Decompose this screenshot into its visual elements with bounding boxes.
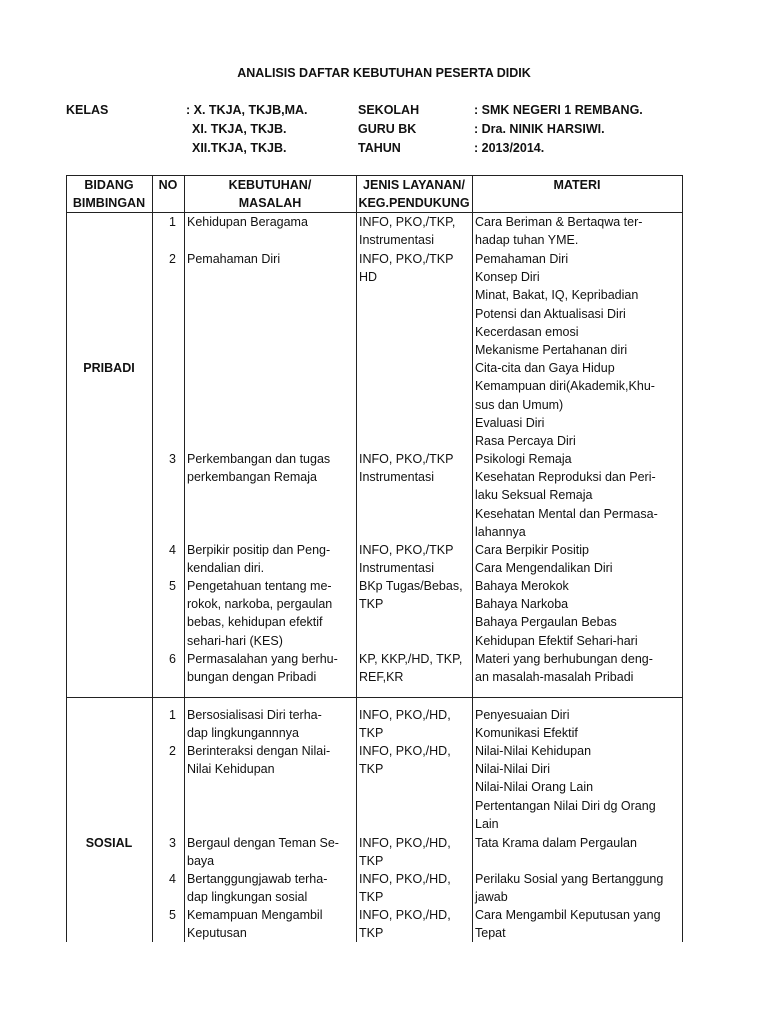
kebutuhan-cell-line: Keputusan: [187, 926, 247, 941]
kelas-value-1: : X. TKJA, TKJB,MA.: [186, 103, 308, 117]
materi-cell-line: sus dan Umum): [475, 397, 564, 412]
materi-cell: [475, 250, 681, 450]
jenis-cell: [359, 706, 471, 742]
tahun-value: : 2013/2014.: [474, 141, 545, 155]
materi-cell-line: Mekanisme Pertahanan diri: [475, 343, 628, 358]
materi-cell-line: Penyesuaian Diri: [475, 708, 570, 722]
materi-cell-line: Potensi dan Aktualisasi Diri: [475, 306, 626, 321]
guru-label: GURU BK: [358, 122, 417, 136]
materi-cell-line: Kesehatan Reproduksi dan Peri-: [475, 470, 656, 485]
materi-cell-line: Perilaku Sosial yang Bertanggung: [475, 872, 664, 886]
materi-cell-line: Cara Beriman & Bertaqwa ter-: [475, 215, 643, 229]
materi-cell-line: Lain: [475, 816, 499, 831]
materi-cell-line: Kemampuan diri(Akademik,Khu-: [475, 379, 655, 394]
kebutuhan-cell-line: baya: [187, 854, 215, 869]
materi-cell: [475, 213, 681, 249]
column-rule: [66, 175, 67, 942]
kebutuhan-cell: [187, 577, 355, 650]
header-materi-line: MATERI: [553, 178, 601, 192]
document-title: ANALISIS DAFTAR KEBUTUHAN PESERTA DIDIK: [237, 66, 531, 80]
jenis-cell-line: TKP: [359, 762, 384, 777]
kebutuhan-cell: [187, 213, 355, 231]
kebutuhan-cell: [187, 450, 355, 486]
materi-cell-line: Cita-cita dan Gaya Hidup: [475, 361, 615, 376]
materi-cell: [475, 541, 681, 577]
kebutuhan-cell: [187, 742, 355, 778]
jenis-cell: [359, 650, 471, 686]
header-jenis: [356, 176, 472, 212]
materi-cell-line: Rasa Percaya Diri: [475, 434, 576, 449]
jenis-cell-line: TKP: [359, 890, 384, 905]
materi-cell: [475, 577, 681, 650]
header-kebutuhan-line: MASALAH: [238, 196, 302, 211]
materi-cell: [475, 742, 681, 833]
jenis-cell-line: REF,KR: [359, 670, 404, 685]
jenis-cell-line: Instrumentasi: [359, 470, 435, 485]
jenis-cell-line: INFO, PKO,/HD,: [359, 708, 451, 722]
materi-cell-line: Pemahaman Diri: [475, 252, 569, 266]
header-no: [152, 176, 184, 194]
column-rule: [356, 175, 357, 942]
materi-cell: [475, 834, 681, 852]
kelas-label: KELAS: [66, 103, 109, 117]
section-name-line: SOSIAL: [85, 836, 133, 850]
materi-cell-line: Nilai-Nilai Diri: [475, 762, 550, 777]
materi-cell-line: Psikologi Remaja: [475, 452, 572, 466]
row-number: 1: [169, 215, 176, 229]
jenis-cell-line: Instrumentasi: [359, 561, 435, 576]
kebutuhan-cell-line: bungan dengan Pribadi: [187, 670, 317, 685]
materi-cell-line: an masalah-masalah Pribadi: [475, 670, 634, 685]
column-rule: [184, 175, 185, 942]
materi-cell-line: Nilai-Nilai Kehidupan: [475, 744, 592, 758]
materi-cell-line: Minat, Bakat, IQ, Kepribadian: [475, 288, 639, 303]
row-number: 3: [169, 452, 176, 466]
materi-cell: [475, 706, 681, 742]
sekolah-label: SEKOLAH: [358, 103, 420, 117]
kebutuhan-cell-line: dap lingkungan sosial: [187, 890, 308, 905]
materi-cell-line: Cara Mengendalikan Diri: [475, 561, 613, 576]
row-number: 4: [169, 543, 176, 557]
materi-cell: [475, 870, 681, 906]
jenis-cell-line: INFO, PKO,/TKP,: [359, 215, 456, 229]
materi-cell: [475, 650, 681, 686]
kebutuhan-cell-line: Bergaul dengan Teman Se-: [187, 836, 339, 850]
row-number: 5: [169, 579, 176, 593]
materi-cell: [475, 450, 681, 541]
row-number: 2: [169, 252, 176, 266]
jenis-cell-line: TKP: [359, 926, 384, 941]
materi-cell-line: Cara Mengambil Keputusan yang: [475, 908, 661, 922]
sekolah-value: : SMK NEGERI 1 REMBANG.: [474, 103, 643, 117]
kebutuhan-cell-line: Permasalahan yang berhu-: [187, 652, 338, 666]
materi-cell-line: Materi yang berhubungan deng-: [475, 652, 653, 666]
materi-cell-line: jawab: [475, 890, 508, 905]
row-number: 4: [169, 872, 176, 886]
jenis-cell-line: TKP: [359, 597, 384, 612]
jenis-cell-line: INFO, PKO,/TKP: [359, 543, 454, 557]
materi-cell-line: laku Seksual Remaja: [475, 488, 593, 503]
row-number: 1: [169, 708, 176, 722]
header-jenis-line: KEG.PENDUKUNG: [358, 196, 470, 211]
header-kebutuhan-line: KEBUTUHAN/: [228, 178, 312, 192]
header-no-line: NO: [158, 178, 178, 192]
materi-cell-line: Bahaya Pergaulan Bebas: [475, 615, 617, 630]
materi-cell-line: Komunikasi Efektif: [475, 726, 578, 741]
jenis-cell: [359, 834, 471, 870]
jenis-cell: [359, 450, 471, 486]
kebutuhan-cell: [187, 870, 355, 906]
section-name: [66, 359, 152, 377]
kebutuhan-cell: [187, 250, 355, 268]
kebutuhan-cell-line: bebas, kehidupan efektif: [187, 615, 323, 630]
jenis-cell-line: INFO, PKO,/TKP: [359, 452, 454, 466]
jenis-cell-line: INFO, PKO,/HD,: [359, 744, 451, 758]
kebutuhan-cell: [187, 706, 355, 742]
row-number: 2: [169, 744, 176, 758]
kebutuhan-cell-line: Kemampuan Mengambil: [187, 908, 323, 922]
header-bidang: [66, 176, 152, 212]
tahun-label: TAHUN: [358, 141, 401, 155]
kebutuhan-cell-line: Bertanggungjawab terha-: [187, 872, 328, 886]
jenis-cell: [359, 577, 471, 613]
kebutuhan-cell-line: Kehidupan Beragama: [187, 215, 308, 229]
guru-value: : Dra. NINIK HARSIWI.: [474, 122, 605, 136]
kebutuhan-cell-line: Pengetahuan tentang me-: [187, 579, 332, 593]
jenis-cell-line: INFO, PKO,/HD,: [359, 872, 451, 886]
kelas-value-2: XI. TKJA, TKJB.: [192, 122, 287, 136]
kebutuhan-cell-line: Perkembangan dan tugas: [187, 452, 331, 466]
jenis-cell-line: Instrumentasi: [359, 233, 435, 248]
kebutuhan-cell-line: Pemahaman Diri: [187, 252, 281, 266]
header-jenis-line: JENIS LAYANAN/: [363, 178, 465, 192]
materi-cell-line: Evaluasi Diri: [475, 415, 545, 430]
kebutuhan-cell-line: rokok, narkoba, pergaulan: [187, 597, 333, 612]
section-name-line: PRIBADI: [83, 361, 135, 375]
kebutuhan-cell: [187, 541, 355, 577]
jenis-cell-line: INFO, PKO,/HD,: [359, 908, 451, 922]
header-kebutuhan: [184, 176, 356, 212]
kebutuhan-cell: [187, 906, 355, 942]
materi-cell-line: lahannya: [475, 524, 526, 539]
kebutuhan-cell-line: sehari-hari (KES): [187, 633, 283, 648]
materi-cell-line: hadap tuhan YME.: [475, 233, 579, 248]
jenis-cell: [359, 213, 471, 249]
kebutuhan-cell: [187, 834, 355, 870]
kebutuhan-cell-line: dap lingkungannnya: [187, 726, 299, 741]
materi-cell-line: Konsep Diri: [475, 270, 540, 285]
jenis-cell-line: KP, KKP,/HD, TKP,: [359, 652, 463, 666]
kebutuhan-cell-line: Berpikir positip dan Peng-: [187, 543, 331, 557]
header-materi: [472, 176, 682, 194]
materi-cell-line: Kesehatan Mental dan Permasa-: [475, 506, 658, 521]
jenis-cell-line: INFO, PKO,/TKP: [359, 252, 454, 266]
section-divider-rule: [66, 697, 682, 698]
jenis-cell-line: BKp Tugas/Bebas,: [359, 579, 463, 593]
header-bidang-line: BIDANG: [84, 178, 134, 192]
jenis-cell-line: TKP: [359, 854, 384, 869]
materi-cell-line: Cara Berpikir Positip: [475, 543, 589, 557]
jenis-cell: [359, 250, 471, 286]
row-number: 3: [169, 836, 176, 850]
row-number: 5: [169, 908, 176, 922]
row-number: 6: [169, 652, 176, 666]
jenis-cell-line: HD: [359, 270, 378, 285]
kebutuhan-cell: [187, 650, 355, 686]
section-name: [66, 834, 152, 852]
jenis-cell: [359, 906, 471, 942]
jenis-cell-line: INFO, PKO,/HD,: [359, 836, 451, 850]
kebutuhan-cell-line: Bersosialisasi Diri terha-: [187, 708, 322, 722]
jenis-cell-line: TKP: [359, 726, 384, 741]
materi-cell-line: Tata Krama dalam Pergaulan: [475, 836, 637, 850]
materi-cell-line: Kecerdasan emosi: [475, 324, 579, 339]
materi-cell: [475, 906, 681, 942]
kebutuhan-cell-line: kendalian diri.: [187, 561, 265, 576]
materi-cell-line: Bahaya Narkoba: [475, 597, 569, 612]
kelas-value-3: XII.TKJA, TKJB.: [192, 141, 287, 155]
jenis-cell: [359, 870, 471, 906]
kebutuhan-cell-line: Berinteraksi dengan Nilai-: [187, 744, 331, 758]
materi-cell-line: Nilai-Nilai Orang Lain: [475, 780, 594, 795]
column-rule: [682, 175, 683, 942]
column-rule: [472, 175, 473, 942]
jenis-cell: [359, 742, 471, 778]
kebutuhan-cell-line: perkembangan Remaja: [187, 470, 317, 485]
materi-cell-line: Pertentangan Nilai Diri dg Orang: [475, 798, 656, 813]
kebutuhan-cell-line: Nilai Kehidupan: [187, 762, 275, 777]
materi-cell-line: Tepat: [475, 926, 506, 941]
jenis-cell: [359, 541, 471, 577]
materi-cell-line: Bahaya Merokok: [475, 579, 569, 593]
materi-cell-line: Kehidupan Efektif Sehari-hari: [475, 633, 638, 648]
header-bidang-line: BIMBINGAN: [72, 196, 146, 211]
